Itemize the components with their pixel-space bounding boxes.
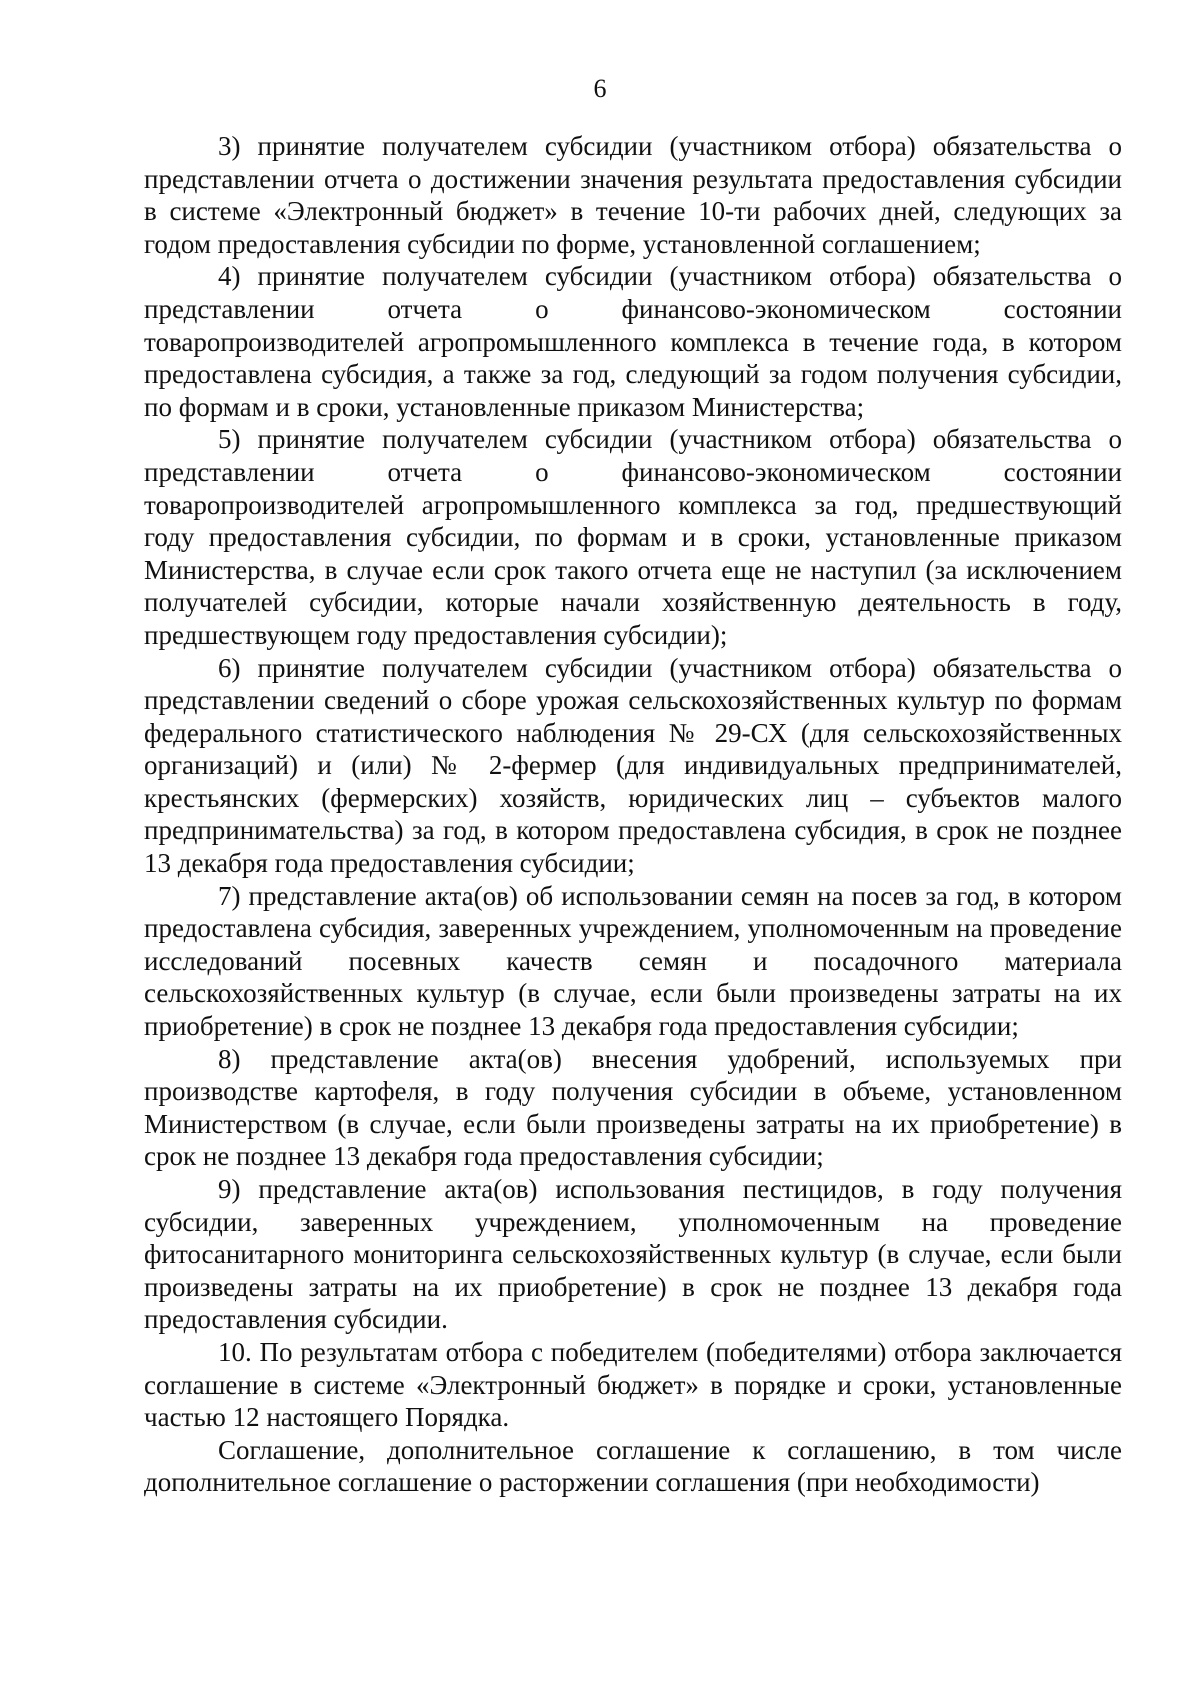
paragraph-item-5: 5) принятие получателем субсидии (участником отбора) обязательства о представлении отчета о финансово-экономическом состоянии товаропроизводителей агропромышленного комплекса за год, предшествующий году предоставления субсидии, по формам и в сроки, установленные приказом Министерства, в случае если срок такого отчета еще не наступил (за исключением получателей субсидии, которые начали хозяйственную деятельность в году, предшествующем году предоставления субсидии);	[144, 424, 1122, 650]
paragraph-item-9: 9) представление акта(ов) использования пестицидов, в году получения субсидии, заверенных учреждением, уполномоченным на проведение фитосанитарного мониторинга сельскохозяйственных культур (в случае, если были произведены затраты на их приобретение) в срок не позднее 13 декабря года предоставления субсидии.	[144, 1174, 1122, 1335]
paragraph-item-3: 3) принятие получателем субсидии (участником отбора) обязательства о представлении отчета о достижении значения результата предоставления субсидии в системе «Электронный бюджет» в течение 10-ти рабочих дней, следующих за годом предоставления субсидии по форме, установленной соглашением;	[144, 131, 1122, 259]
document-body	[144, 130, 1122, 1499]
page-number: 6	[593, 74, 607, 103]
paragraph-item-8: 8) представление акта(ов) внесения удобрений, используемых при производстве картофеля, в году получения субсидии в объеме, установленном Министерством (в случае, если были произведены затраты на их приобретение) в срок не позднее 13 декабря года предоставления субсидии;	[144, 1043, 1122, 1172]
paragraph-section-10: 10. По результатам отбора с победителем (победителями) отбора заключается соглашение в системе «Электронный бюджет» в порядке и сроки, установленные частью 12 настоящего Порядка.	[144, 1336, 1122, 1433]
paragraph-item-7: 7) представление акта(ов) об использовании семян на посев за год, в котором предоставлена субсидия, заверенных учреждением, уполномоченным на проведение исследований посевных качеств семян и посадочного материала сельскохозяйственных культур (в случае, если были произведены затраты на их приобретение) в срок не позднее 13 декабря года предоставления субсидии;	[144, 880, 1122, 1042]
paragraph-item-4: 4) принятие получателем субсидии (участником отбора) обязательства о представлении отчета о финансово-экономическом состоянии товаропроизводителей агропромышленного комплекса в течение года, в котором предоставлена субсидия, а также за год, следующий за годом получения субсидии, по формам и в сроки, установленные приказом Министерства;	[144, 261, 1122, 422]
paragraph-item-6: 6) принятие получателем субсидии (участником отбора) обязательства о представлении сведений о сборе урожая сельскохозяйственных культур по формам федерального статистического наблюдения № 29-СХ (для сельскохозяйственных организаций) и (или) № 2-фермер (для индивидуальных предпринимателей, крестьянских (фермерских) хозяйств, юридических лиц – субъектов малого предпринимательства) за год, в котором предоставлена субсидия, в срок не позднее 13 декабря года предоставления субсидии;	[144, 652, 1122, 879]
paragraph-agreement: Соглашение, дополнительное соглашение к соглашению, в том числе дополнительное соглашение о расторжении соглашения (при необходимости)	[144, 1434, 1122, 1498]
